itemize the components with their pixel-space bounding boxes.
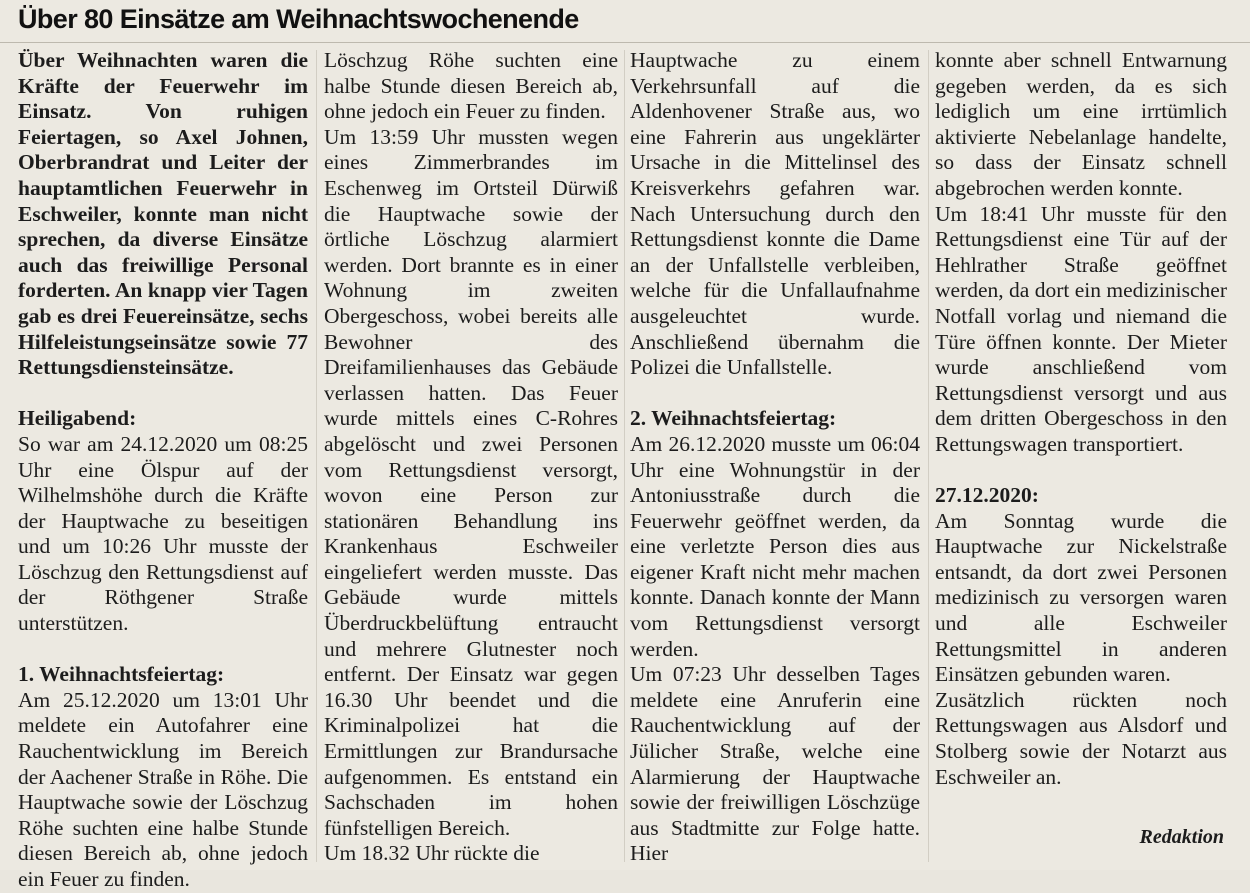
paragraph-27-12-b: Zusätzlich rückten noch Rettungswagen aus Alsdorf und Stolberg sowie der Notarzt aus Eschweiler an. [935,687,1227,789]
column-divider [316,50,317,862]
article-column-1 [18,48,308,891]
paragraph-27-12-a: Am Sonntag wurde die Hauptwache zur Nickelstraße entsandt, da dort zwei Personen medizinisch zu versorgen waren und alle Eschweiler Rettungsmittel in anderen Einsätzen gebunden waren. [935,508,1227,687]
article-column-2 [324,48,618,867]
article-column-3 [630,48,920,867]
paragraph-2-feiertag-b-cont: konnte aber schnell Entwarnung gegeben werden, da es sich lediglich um eine irrtümlich aktivierte Nebelanlage handelte, so dass der Einsatz schnell abgebrochen werden konnte. [935,48,1227,200]
section-heading-27-12: 27.12.2020: [935,483,1039,508]
paragraph-1-feiertag-b: Um 13:59 Uhr mussten wegen eines Zimmerbrandes im Eschenweg im Ortsteil Dürwiß die Hauptwache sowie der örtliche Löschzug alarmiert werden. Dort brannte es in einer Wohnung im zweiten Obergeschoss, wobei bereits alle Bewohner des Dreifamilienhauses das Gebäude verlassen hatten. Das Feuer wurde mittels eines C-Rohres abgelöscht und zwei Personen vom Rettungsdienst versorgt, wovon eine Person zur stationären Behandlung ins Krankenhaus Eschweiler eingeliefert werden musste. Das Gebäude wurde mittels Überdruckbelüftung entraucht und mehrere Glutnester noch entfernt. Der Einsatz war gegen 16.30 Uhr beendet und die Kriminalpolizei hat die Ermittlungen zur Brandursache aufgenommen. Es entstand ein Sachschaden im hohen fünfstelligen Bereich. [324,124,618,840]
paragraph-heiligabend: So war am 24.12.2020 um 08:25 Uhr eine Ölspur auf der Wilhelmshöhe durch die Kräfte der Hauptwache zu beseitigen und um 10:26 Uhr musste der Löschzug den Rettungsdienst auf der Röthgener Straße unterstützen. [18,431,308,636]
article-lead: Über Weihnachten waren die Kräfte der Feuerwehr im Einsatz. Von ruhigen Feiertagen, so Axel Johnen, Oberbrandrat und Leiter der hauptamtlichen Feuerwehr in Eschweiler, konnte man nicht sprechen, da diverse Einsätze auch das freiwillige Personal forderten. An knapp vier Tagen gab es drei Feuereinsätze, sechs Hilfeleistungseinsätze sowie 77 Rettungsdiensteinsätze. [18,48,308,380]
section-heading-heiligabend: Heiligabend: [18,406,137,431]
column-divider [624,50,625,862]
paragraph-1-feiertag-c-start: Um 18.32 Uhr rückte die [324,841,540,866]
paragraph-2-feiertag-b-start: Um 07:23 Uhr desselben Tages meldete eine Anruferin eine Rauchentwicklung auf der Jülicher Straße, welche eine Alarmierung der Hauptwache sowie der freiwilligen Löschzüge aus Stadtmitte zur Folge hatte. Hier [630,662,920,866]
paragraph-1-feiertag-c-cont: Hauptwache zu einem Verkehrsunfall auf die Aldenhovener Straße aus, wo eine Fahrerin aus ungeklärter Ursache in die Mittelinsel des Kreisverkehrs gefahren war. Nach Untersuchung durch den Rettungsdienst konnte die Dame an der Unfallstelle verbleiben, welche für die Unfallaufnahme ausgeleuchtet wurde. Anschließend übernahm die Polizei die Unfallstelle. [630,48,920,380]
headline-rule [0,42,1250,43]
section-heading-1-feiertag: 1. Weihnachtsfeiertag: [18,662,225,687]
column-divider [928,50,929,862]
section-heading-2-feiertag: 2. Weihnachtsfeiertag: [630,406,837,431]
paragraph-2-feiertag-c: Um 18:41 Uhr musste für den Rettungsdienst eine Tür auf der Hehlrather Straße geöffnet werden, da dort ein medizinischer Notfall vorlag und niemand die Türe öffnen konnte. Der Mieter wurde anschließend vom Rettungsdienst versorgt und aus dem dritten Obergeschoss in den Rettungswagen transportiert. [935,201,1227,456]
paragraph-1-feiertag-a: Am 25.12.2020 um 13:01 Uhr meldete ein Autofahrer eine Rauchentwicklung im Bereich der Aachener Straße in Röhe. Die Hauptwache sowie der Löschzug Röhe suchten eine halbe Stunde diesen Bereich ab, ohne jedoch ein Feuer zu finden. [18,687,308,891]
article-author: Redaktion [1139,826,1224,848]
paragraph-2-feiertag-a: Am 26.12.2020 musste um 06:04 Uhr eine Wohnungstür in der Antoniusstraße durch die Feuerwehr geöffnet werden, da eine verletzte Person dies aus eigener Kraft nicht mehr machen konnte. Danach konnte der Mann vom Rettungsdienst versorgt werden. [630,431,920,661]
article-headline: Über 80 Einsätze am Weihnachtswochenende [18,4,579,34]
paragraph-1-feiertag-a-cont: Löschzug Röhe suchten eine halbe Stunde diesen Bereich ab, ohne jedoch ein Feuer zu finden. [324,48,618,124]
article-column-4 [935,48,1227,790]
